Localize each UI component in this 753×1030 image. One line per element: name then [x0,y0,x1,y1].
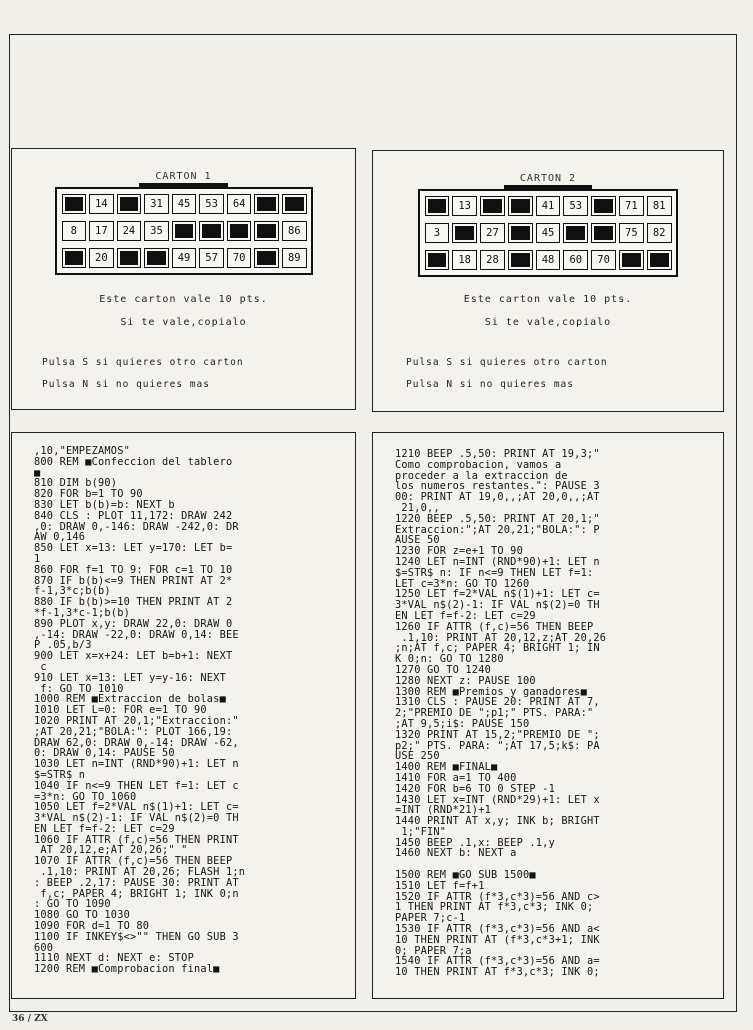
code-line: 1030 LET n=INT (RND*90)+1: LET n [34,758,239,771]
code-line: 800 REM ■Confeccion del tablero [34,455,233,468]
code-line: 1240 LET n=INT (RND*90)+1: LET n [395,555,600,568]
code-line: 900 LET x=x+24: LET b=b+1: NEXT [34,650,233,663]
code-line: 1;"FIN" [395,825,447,838]
code-line: 830 LET b(b)=b: NEXT b [34,498,175,511]
code-line: 1530 IF ATTR (f*3,c*3)=56 AND a< [395,923,600,936]
code-line: .1,10: PRINT AT 20,26; FLASH 1;n [34,866,246,879]
code-line: 890 PLOT x,y: DRAW 22,0: DRAW 0 [34,617,233,630]
carton-number-cell: 70 [227,248,252,268]
carton-title: CARTON 2 [373,173,723,189]
code-line: 1060 IF ATTR (f,c)=56 THEN PRINT [34,833,239,846]
carton-number-cell: 82 [647,223,672,243]
code-line: 1540 IF ATTR (f*3,c*3)=56 AND a= [395,955,600,968]
carton-row [60,221,308,241]
code-line: 1420 FOR b=6 TO 0 STEP -1 [395,782,555,795]
carton-number-cell: 35 [144,221,169,241]
code-line: ;AT 9,5;i$: PAUSE 150 [395,717,530,730]
code-line: AW 0,146 [34,531,86,544]
code-line: 1500 REM ■GO SUB 1500■ [395,869,536,882]
carton-blank-cell [117,248,142,268]
code-line: AT 20,12,e;AT 20,26;" " [34,844,188,857]
carton-number-cell: 31 [144,194,169,214]
carton-blank-cell [144,248,169,268]
carton-blank-cell [172,221,197,241]
carton-blank-cell [227,221,252,241]
code-line: 1400 REM ■FINAL■ [395,761,498,774]
code-line: 1320 PRINT AT 15,2;"PREMIO DE "; [395,728,600,741]
carton-blank-cell [254,194,279,214]
code-line: ■ [34,466,41,479]
code-line: 10 THEN PRINT AT f*3,c*3; INK 0; [395,966,600,979]
code-line: ;n;AT f,c; PAPER 4; BRIGHT 1; IN [395,642,600,655]
carton-blank-cell [254,248,279,268]
code-line: proceder a la extraccion de [395,469,568,482]
code-line: c [34,660,47,673]
carton-blank-cell [425,250,450,270]
code-line: 10 THEN PRINT AT (f*3,c*3+1; INK [395,933,600,946]
code-line: los numeros restantes.": PAUSE 3 [395,480,600,493]
code-line: 600 [34,941,54,954]
code-line: P .05,b/3 [34,639,92,652]
carton-panel-1 [11,148,356,410]
code-line: Extraccion:";AT 20,21;"BOLA:": P [395,523,600,536]
carton-number-cell: 81 [647,196,672,216]
code-line: 840 CLS : PLOT 11,172: DRAW 242 [34,509,233,522]
code-line: 1270 GO TO 1240 [395,663,491,676]
carton-blank-cell [508,223,533,243]
carton-blank-cell [62,248,87,268]
code-line: 1100 IF INKEY$<>"" THEN GO SUB 3 [34,930,239,943]
carton-number-cell: 89 [282,248,307,268]
carton-number-cell: 17 [89,221,114,241]
code-line: 1020 PRINT AT 20,1;"Extraccion:" [34,714,239,727]
code-line: 1110 NEXT d: NEXT e: STOP [34,952,194,965]
listing-text [34,446,347,975]
code-line: 1 [34,552,41,565]
code-line: 820 FOR b=1 TO 90 [34,488,143,501]
carton-blank-cell [647,250,672,270]
no-more-prompt: Pulsa N si no quieres mas [406,379,574,390]
code-line: 1200 REM ■Comprobacion final■ [34,963,220,976]
carton-number-cell: 13 [452,196,477,216]
code-line: 1410 FOR a=1 TO 400 [395,771,517,784]
code-line: 1310 CLS : PAUSE 20: PRINT AT 7, [395,696,600,709]
code-line: 1450 BEEP .1,x: BEEP .1,y [395,836,555,849]
code-line: 860 FOR f=1 TO 9: FOR c=1 TO 10 [34,563,233,576]
carton-value-text: Este carton vale 10 pts. [463,294,633,305]
code-line: DRAW 62,0: DRAW 0,-14: DRAW -62, [34,736,239,749]
code-line: $=STR$ n: IF n<=9 THEN LET f=1: [395,566,594,579]
code-line: 1210 BEEP .5,50: PRINT AT 19,3;" [395,448,600,460]
carton-copy-text: Si te vale,copialo [484,317,612,328]
code-line: ,-14: DRAW -22,0: DRAW 0,14: BEE [34,628,239,641]
carton-number-cell: 53 [563,196,588,216]
code-line: LET c=3*n: GO TO 1260 [395,577,530,590]
code-line: 1 THEN PRINT AT f*3,c*3; INK 0; [395,901,594,914]
code-line: 00: PRINT AT 19,0,,;AT 20,0,,;AT [395,491,600,504]
code-line: Como comprobacion, vamos a [395,458,562,471]
code-line: 1080 GO TO 1030 [34,909,130,922]
carton-row [423,250,673,270]
carton-number-cell: 28 [480,250,505,270]
code-line: f: GO TO 1010 [34,682,124,695]
code-line: USE 250 [395,750,440,763]
carton-blank-cell [591,196,616,216]
carton-panel-2 [372,150,724,412]
code-line: 3*VAL n$(2)-1: IF VAL n$(2)=0 TH [395,599,600,612]
code-line: .1,10: PRINT AT 20,12,z;AT 20,26 [395,631,607,644]
code-line: 21,0,, [395,501,440,514]
carton-grid [55,187,313,275]
carton-number-cell: 53 [199,194,224,214]
code-line: ,0: DRAW 0,-146: DRAW -242,0: DR [34,520,239,533]
carton-number-cell: 60 [563,250,588,270]
another-carton-prompt: Pulsa S si quieres otro carton [406,357,608,368]
code-line: 1280 NEXT z: PAUSE 100 [395,674,536,687]
code-line: 1250 LET f=2*VAL n$(1)+1: LET c= [395,588,600,601]
carton-number-cell: 71 [619,196,644,216]
carton-blank-cell [508,196,533,216]
carton-number-cell: 45 [172,194,197,214]
code-listing-right [372,432,724,999]
carton-row [60,248,308,268]
code-line: 1010 LET L=0: FOR e=1 TO 90 [34,704,207,717]
code-line: 1040 IF n<=9 THEN LET f=1: LET c [34,779,239,792]
carton-number-cell: 48 [536,250,561,270]
code-line: 1460 NEXT b: NEXT a [395,847,517,860]
carton-number-cell: 70 [591,250,616,270]
code-line: AUSE 50 [395,534,440,547]
carton-blank-cell [425,196,450,216]
carton-blank-cell [508,250,533,270]
carton-row [60,194,308,214]
carton-number-cell: 49 [172,248,197,268]
code-line: 880 IF b(b)>=10 THEN PRINT AT 2 [34,596,233,609]
code-line: *f-1,3*c-1;b(b) [34,606,130,619]
code-line: 1300 REM ■Premios y ganadores■ [395,685,587,698]
carton-number-cell: 18 [452,250,477,270]
code-line: 1510 LET f=f+1 [395,879,485,892]
carton-number-cell: 24 [117,221,142,241]
carton-blank-cell [480,196,505,216]
carton-title: CARTON 1 [12,171,355,187]
code-line: PAPER 7;c-1 [395,912,466,925]
carton-number-cell: 20 [89,248,114,268]
code-line: ,10,"EMPEZAMOS" [34,445,130,457]
carton-value-text: Este carton vale 10 pts. [99,294,268,305]
code-line: 0; PAPER 7;a [395,944,472,957]
code-line: 1430 LET x=INT (RND*29)+1: LET x [395,793,600,806]
carton-number-cell: 64 [227,194,252,214]
carton-blank-cell [452,223,477,243]
page-footer: 36 / ZX [12,1014,48,1024]
carton-blank-cell [199,221,224,241]
carton-number-cell: 75 [619,223,644,243]
carton-number-cell: 3 [425,223,450,243]
carton-number-cell: 57 [199,248,224,268]
code-line: 1070 IF ATTR (f,c)=56 THEN BEEP [34,855,233,868]
carton-blank-cell [117,194,142,214]
code-line: f,c; PAPER 4; BRIGHT 1; INK 0;n [34,887,239,900]
carton-row [423,196,673,216]
code-line: 870 IF b(b)<=9 THEN PRINT AT 2* [34,574,233,587]
code-line: EN LET f=f-2: LET c=29 [34,822,175,835]
code-line: 850 LET x=13: LET y=170: LET b= [34,542,233,555]
code-line: 1090 FOR d=1 TO 80 [34,920,150,933]
code-line: ;AT 20,21;"BOLA:": PLOT 166,19: [34,725,233,738]
carton-number-cell: 27 [480,223,505,243]
carton-blank-cell [254,221,279,241]
carton-number-cell: 8 [62,221,87,241]
carton-number-cell: 45 [536,223,561,243]
carton-row [423,223,673,243]
no-more-prompt: Pulsa N si no quieres mas [42,379,210,390]
code-line: 1440 PRINT AT x,y; INK b; BRIGHT [395,815,600,828]
carton-copy-text: Si te vale,copialo [120,317,247,328]
code-line: f-1,3*c;b(b) [34,585,111,598]
code-line: 910 LET x=13: LET y=y-16: NEXT [34,671,226,684]
carton-blank-cell [62,194,87,214]
carton-number-cell: 14 [89,194,114,214]
code-line: : GO TO 1090 [34,898,111,911]
carton-blank-cell [282,194,307,214]
code-line: 2;"PREMIO DE ";p1;" PTS. PARA:" [395,707,594,720]
code-line: =3*n: GO TO 1060 [34,790,137,803]
code-line: p2;" PTS. PARA: ";AT 17,5;k$: PA [395,739,600,752]
code-line: 810 DIM b(90) [34,477,118,490]
carton-blank-cell [619,250,644,270]
code-line: EN LET f=f-2: LET c=29 [395,609,536,622]
carton-number-cell: 41 [536,196,561,216]
listing-text [395,449,715,978]
code-line: 1230 FOR z=e+1 TO 90 [395,545,523,558]
code-line: 1260 IF ATTR (f,c)=56 THEN BEEP [395,620,594,633]
code-line: 1050 LET f=2*VAL n$(1)+1: LET c= [34,801,239,814]
code-line: 3*VAL n$(2)-1: IF VAL n$(2)=0 TH [34,812,239,825]
code-listing-left [11,432,356,999]
carton-grid [418,189,678,277]
carton-number-cell: 86 [282,221,307,241]
another-carton-prompt: Pulsa S si quieres otro carton [42,357,244,368]
carton-blank-cell [591,223,616,243]
code-line: 1000 REM ■Extraccion de bolas■ [34,693,226,706]
code-line: $=STR$ n [34,768,86,781]
code-line: 1220 BEEP .5,50: PRINT AT 20,1;" [395,512,600,525]
code-line: 1520 IF ATTR (f*3,c*3)=56 AND c> [395,890,600,903]
code-line: K 0;n: GO TO 1280 [395,653,504,666]
code-line: =INT (RND*21)+1 [395,804,491,817]
code-line: : BEEP .2,17: PAUSE 30: PRINT AT [34,876,239,889]
carton-blank-cell [563,223,588,243]
code-line: 0: DRAW 0,14: PAUSE 50 [34,747,175,760]
